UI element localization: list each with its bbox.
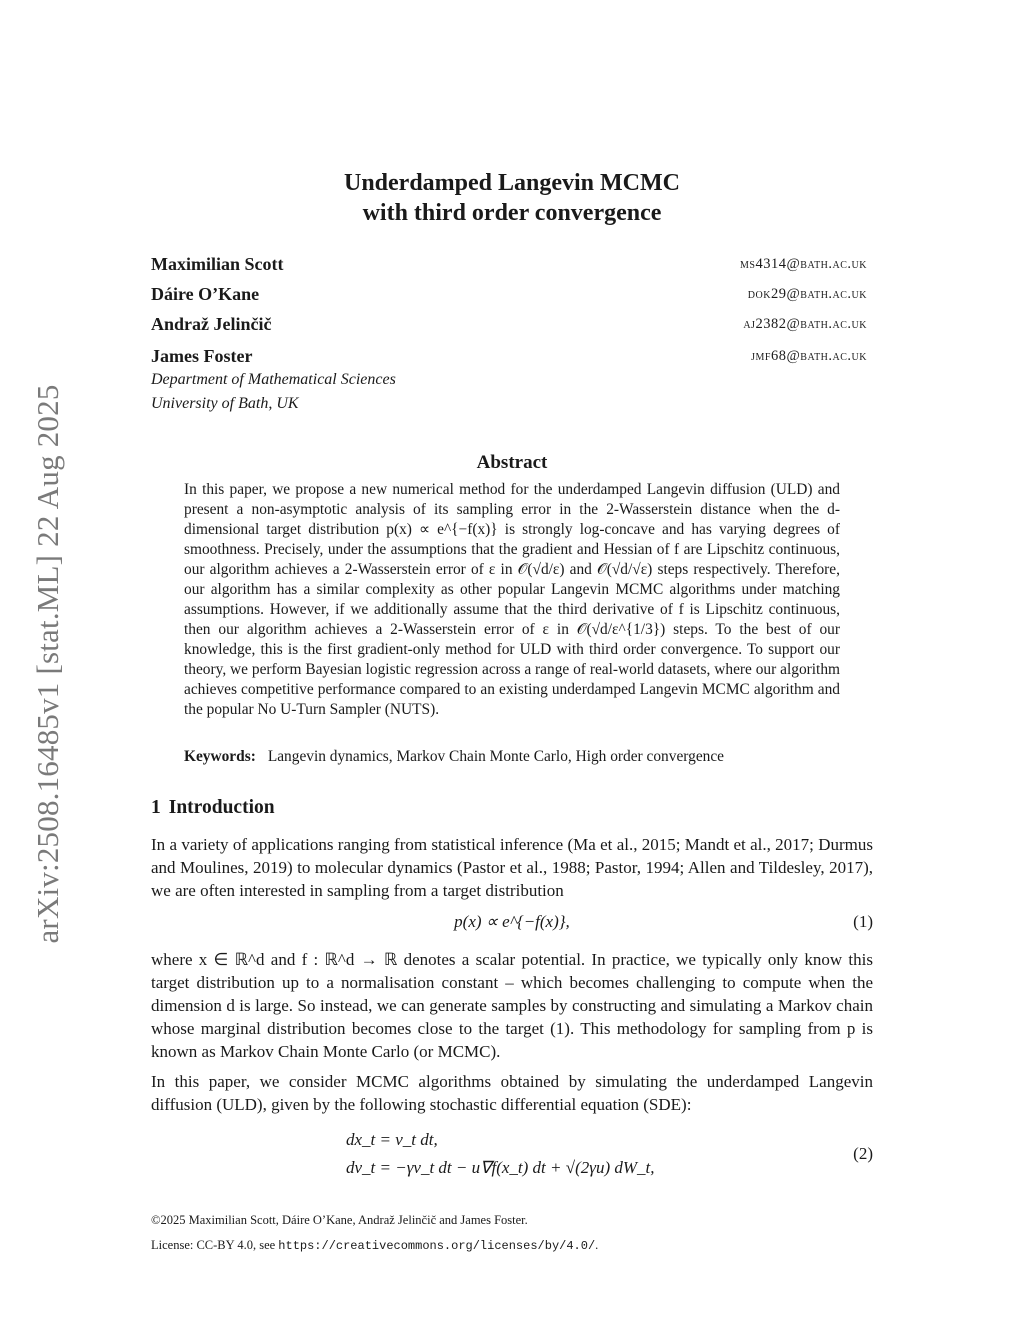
equation-line-2: dv_t = −γv_t dt − u∇f(x_t) dt + √(2γu) dW_t,	[346, 1158, 655, 1177]
license-suffix: .	[595, 1238, 599, 1252]
author-name: Maximilian Scott	[151, 254, 284, 274]
keywords	[184, 748, 724, 766]
equation-2	[151, 1130, 873, 1180]
keywords-text: Langevin dynamics, Markov Chain Monte Carlo, High order convergence	[267, 748, 725, 765]
equation-1	[151, 912, 873, 938]
author-name: Dáire O’Kane	[151, 284, 260, 304]
section-heading	[151, 797, 275, 819]
paragraph-text: In this paper, we consider MCMC algorithms obtained by simulating the underdamped Langevin diffusion (ULD), given by the following stochastic differential equation (SDE):	[151, 1072, 873, 1114]
affiliation-university: University of Bath, UK	[151, 395, 299, 412]
author-row	[151, 254, 867, 276]
author-email[interactable]: ms4314@bath.ac.uk	[739, 256, 867, 272]
equation-expression: p(x) ∝ e^{−f(x)},	[454, 912, 570, 931]
paragraph-text: where x ∈ ℝ^d and f : ℝ^d → ℝ denotes a scalar potential. In practice, we typically only know this target distribution up to a normalisation constant – which becomes challenging to compute when the dimension d is large. So instead, we can generate samples by constructing and simulating a Markov chain whose marginal distribution becomes close to the target (1). This methodology for sampling from p is known as Markov Chain Monte Carlo (or MCMC).	[151, 950, 873, 1061]
intro-paragraph-3	[151, 1070, 873, 1116]
author-row	[151, 346, 867, 368]
keywords-label: Keywords:	[184, 748, 256, 765]
equation-line-1: dx_t = v_t dt,	[346, 1130, 438, 1149]
affiliation-department: Department of Mathematical Sciences	[151, 371, 396, 388]
affiliation	[151, 368, 396, 416]
title-line-2: with third order convergence	[362, 200, 662, 226]
arxiv-identifier-text: arXiv:2508.16485v1 [stat.ML] 22 Aug 2025	[30, 384, 65, 944]
author-email[interactable]: dok29@bath.ac.uk	[747, 286, 867, 302]
intro-paragraph-2	[151, 948, 873, 1063]
author-row	[151, 314, 867, 336]
copyright-notice: ©2025 Maximilian Scott, Dáire O’Kane, Andraž Jelinčič and James Foster.	[151, 1213, 528, 1227]
abstract-text: In this paper, we propose a new numerical method for the underdamped Langevin diffusion (ULD) and present a non-asymptotic analysis of its sampling error in the 2-Wasserstein distance when the d-dimensional target distribution p(x) ∝ e^{−f(x)} is strongly log-concave and has varying degrees of smoothness. Precisely, under the assumptions that the gradient and Hessian of f are Lipschitz continuous, our algorithm achieves a 2-Wasserstein error of ε in 𝒪(√d/ε) and 𝒪(√d/√ε) steps respectively. Therefore, our algorithm has a similar complexity as other popular Langevin MCMC algorithms under matching assumptions. However, if we additionally assume that the third derivative of f is Lipschitz continuous, then our algorithm achieves a 2-Wasserstein error of ε in 𝒪(√d/ε^{1/3}) steps. To the best of our knowledge, this is the first gradient-only method for ULD with third order convergence. To support our theory, we perform Bayesian logistic regression across a range of real-world datasets, where our algorithm achieves competitive performance compared to an existing underdamped Langevin MCMC algorithm and the popular No U-Turn Sampler (NUTS).	[184, 481, 840, 718]
equation-number: (2)	[853, 1144, 873, 1163]
abstract-heading: Abstract	[476, 452, 548, 473]
section-number: 1	[151, 797, 161, 818]
intro-paragraph-1	[151, 833, 873, 902]
author-row	[151, 284, 867, 306]
author-email[interactable]: jmf68@bath.ac.uk	[751, 348, 867, 364]
equation-number: (1)	[853, 912, 873, 931]
arxiv-identifier	[20, 355, 76, 973]
abstract-body	[184, 480, 840, 720]
author-name: James Foster	[151, 346, 253, 366]
title-line-1: Underdamped Langevin MCMC	[343, 170, 680, 196]
paragraph-text: In a variety of applications ranging from statistical inference (Ma et al., 2015; Mandt et al., 2017; Durmus and Moulines, 2019) to molecular dynamics (Pastor et al., 1988; Pastor, 1994; Allen and Tildesley, 2017), we are often interested in sampling from a target distribution	[151, 835, 873, 900]
license-notice	[151, 1238, 598, 1253]
author-name: Andraž Jelinčič	[151, 314, 272, 334]
license-prefix: License: CC-BY 4.0, see	[151, 1238, 279, 1252]
paper-title	[0, 168, 1024, 228]
section-title: Introduction	[168, 797, 275, 818]
author-email[interactable]: aj2382@bath.ac.uk	[743, 316, 867, 332]
license-link[interactable]: https://creativecommons.org/licenses/by/4.0/	[278, 1239, 596, 1253]
